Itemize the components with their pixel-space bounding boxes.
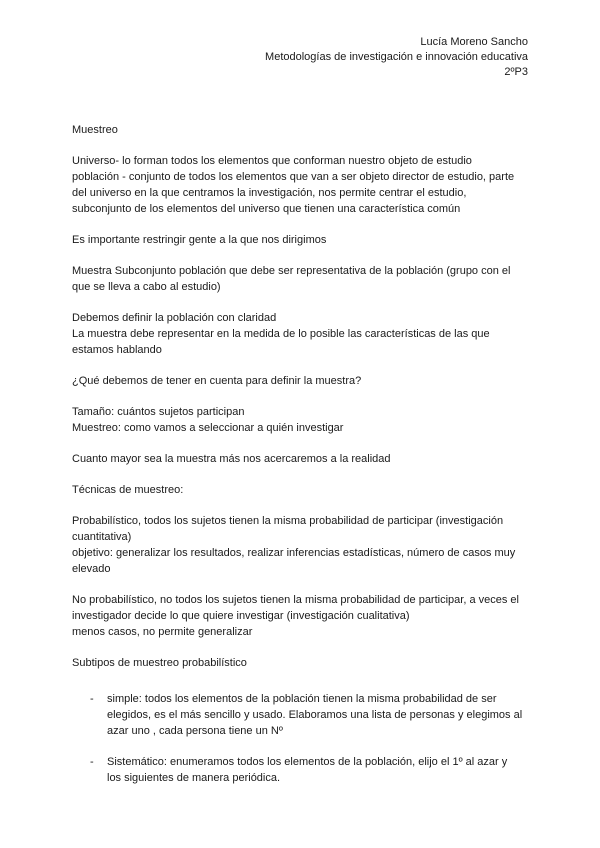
paragraph <box>72 310 528 358</box>
bullet-list <box>72 691 528 786</box>
text-line: No probabilístico, no todos los sujetos tienen la misma probabilidad de participar, a veces el <box>72 594 519 606</box>
bullet-dash: - <box>90 693 94 705</box>
text-line: Tamaño: cuántos sujetos participan <box>72 406 245 418</box>
text-line: Universo- lo forman todos los elementos que conforman nuestro objeto de estudio <box>72 155 472 167</box>
text-line: Muestra Subconjunto población que debe ser representativa de la población (grupo con el <box>72 265 511 277</box>
text-line: Cuanto mayor sea la muestra más nos acercaremos a la realidad <box>72 453 391 465</box>
text-line: Técnicas de muestreo: <box>72 484 184 496</box>
text-line: azar uno , cada persona tiene un Nº <box>107 725 283 737</box>
list-item <box>72 754 528 786</box>
text-line: los siguientes de manera periódica. <box>107 772 281 784</box>
paragraph <box>72 263 528 295</box>
text-line: que se lleva a cabo al estudio) <box>72 281 221 293</box>
text-line: subconjunto de los elementos del universo que tienen una característica común <box>72 203 461 215</box>
paragraph <box>72 451 528 467</box>
group-code: 2ºP3 <box>504 66 528 78</box>
text-line: estamos hablando <box>72 344 162 356</box>
text-line: del universo en la que centramos la investigación, nos permite centrar el estudio, <box>72 187 467 199</box>
list-item <box>72 691 528 739</box>
text-line: cuantitativa) <box>72 531 132 543</box>
text-line: simple: todos los elementos de la población tienen la misma probabilidad de ser <box>107 693 497 705</box>
paragraph <box>72 404 528 436</box>
text-line: Sistemático: enumeramos todos los elementos de la población, elijo el 1º al azar y <box>107 756 508 768</box>
text-line: objetivo: generalizar los resultados, realizar inferencias estadísticas, número de casos muy <box>72 547 516 559</box>
paragraph <box>72 655 528 671</box>
document-body <box>72 122 528 786</box>
paragraph <box>72 513 528 577</box>
paragraph <box>72 592 528 640</box>
bullet-dash: - <box>90 756 94 768</box>
document-header <box>265 35 528 80</box>
text-line: Muestreo <box>72 124 118 136</box>
section-title <box>72 122 528 138</box>
text-line: elevado <box>72 563 111 575</box>
text-line: menos casos, no permite generalizar <box>72 626 253 638</box>
text-line: Muestreo: como vamos a seleccionar a quién investigar <box>72 422 344 434</box>
text-line: ¿Qué debemos de tener en cuenta para definir la muestra? <box>72 375 362 387</box>
text-line: elegidos, es el más sencillo y usado. Elaboramos una lista de personas y elegimos al <box>107 709 523 721</box>
text-line: Probabilístico, todos los sujetos tienen la misma probabilidad de participar (investigación <box>72 515 504 527</box>
paragraph <box>72 373 528 389</box>
text-line: Subtipos de muestreo probabilístico <box>72 657 247 669</box>
text-line: Debemos definir la población con claridad <box>72 312 277 324</box>
paragraph <box>72 153 528 217</box>
author-name: Lucía Moreno Sancho <box>420 36 528 48</box>
text-line: La muestra debe representar en la medida de lo posible las características de las que <box>72 328 490 340</box>
paragraph <box>72 232 528 248</box>
paragraph <box>72 482 528 498</box>
text-line: Es importante restringir gente a la que nos dirigimos <box>72 234 327 246</box>
text-line: investigador decide lo que quiere investigar (investigación cualitativa) <box>72 610 410 622</box>
text-line: población - conjunto de todos los elementos que van a ser objeto director de estudio, parte <box>72 171 515 183</box>
course-subject: Metodologías de investigación e innovación educativa <box>265 51 528 63</box>
